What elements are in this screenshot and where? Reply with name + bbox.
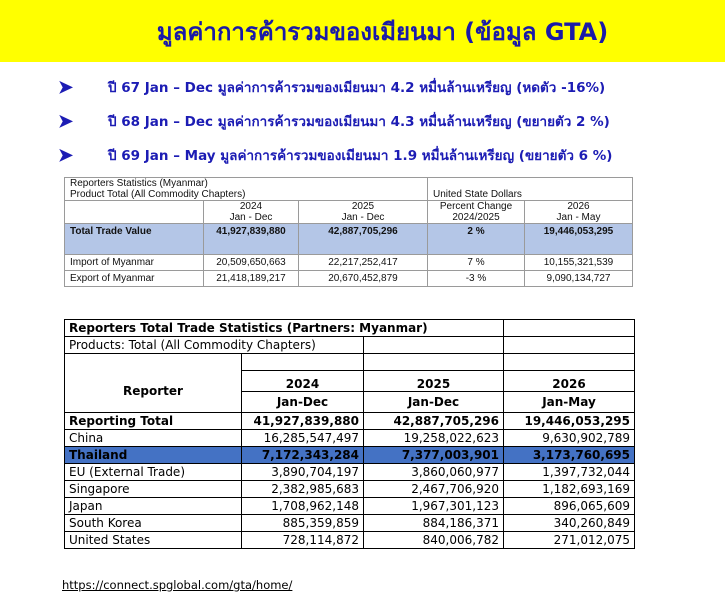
bullet-text: ปี 69 Jan – May มูลค่าการค้ารวมของเมียนมา 1.9 หมื่นล้านเหรียญ (ขยายตัว 6 %) bbox=[108, 148, 613, 164]
column-header: 2026 Jan - May bbox=[525, 201, 633, 224]
column-header: 2025 Jan - Dec bbox=[299, 201, 428, 224]
year-header: 2024 bbox=[242, 371, 364, 392]
year-header: 2025 bbox=[364, 371, 504, 392]
table-row: China 16,285,547,497 19,258,022,623 9,630,902,789 bbox=[65, 430, 635, 447]
column-header: Percent Change 2024/2025 bbox=[428, 201, 525, 224]
bullet-text: ปี 68 Jan – Dec มูลค่าการค้ารวมของเมียนมา 4.3 หมื่นล้านเหรียญ (ขยายตัว 2 %) bbox=[108, 114, 610, 130]
arrow-right-icon: ➤ bbox=[58, 76, 74, 97]
period-header: Jan-May bbox=[504, 392, 635, 413]
bullet-list bbox=[58, 70, 718, 172]
table-row: Singapore 2,382,985,683 2,467,706,920 1,182,693,169 bbox=[65, 481, 635, 498]
source-link[interactable]: https://connect.spglobal.com/gta/home/ bbox=[62, 578, 293, 592]
table1-header-line1: Reporters Statistics (Myanmar) bbox=[70, 178, 208, 189]
table-row: Reporting Total 41,927,839,880 42,887,705,296 19,446,053,295 bbox=[65, 413, 635, 430]
table-row: Export of Myanmar 21,418,189,217 20,670,452,879 -3 % 9,090,134,727 bbox=[65, 271, 633, 287]
table1-header-line2: Product Total (All Commodity Chapters) bbox=[70, 189, 246, 200]
period-header: Jan-Dec bbox=[364, 392, 504, 413]
table-row: EU (External Trade) 3,890,704,197 3,860,060,977 1,397,732,044 bbox=[65, 464, 635, 481]
arrow-right-icon: ➤ bbox=[58, 110, 74, 131]
table2-products: Products: Total (All Commodity Chapters) bbox=[65, 337, 364, 354]
arrow-right-icon: ➤ bbox=[58, 144, 74, 165]
table-row: South Korea 885,359,859 884,186,371 340,260,849 bbox=[65, 515, 635, 532]
table-row: Japan 1,708,962,148 1,967,301,123 896,065,609 bbox=[65, 498, 635, 515]
table2-title: Reporters Total Trade Statistics (Partners: Myanmar) bbox=[65, 320, 504, 337]
bullet-item bbox=[58, 138, 718, 172]
page-title: มูลค่าการค้ารวมของเมียนมา (ข้อมูล GTA) bbox=[156, 17, 609, 46]
title-banner bbox=[0, 0, 725, 62]
table-row: Total Trade Value 41,927,839,880 42,887,705,296 2 % 19,446,053,295 bbox=[65, 224, 633, 255]
table-row: Import of Myanmar 20,509,650,663 22,217,252,417 7 % 10,155,321,539 bbox=[65, 255, 633, 271]
column-header: 2024 Jan - Dec bbox=[204, 201, 299, 224]
bullet-item bbox=[58, 70, 718, 104]
bullet-text: ปี 67 Jan – Dec มูลค่าการค้ารวมของเมียนมา 4.2 หมื่นล้านเหรียญ (หดตัว -16%) bbox=[108, 80, 606, 96]
table-row-highlighted: Thailand 7,172,343,284 7,377,003,901 3,173,760,695 bbox=[65, 447, 635, 464]
reporter-header: Reporter bbox=[65, 371, 242, 413]
period-header: Jan-Dec bbox=[242, 392, 364, 413]
myanmar-summary-table bbox=[64, 177, 633, 287]
year-header: 2026 bbox=[504, 371, 635, 392]
currency-label: United State Dollars bbox=[433, 189, 522, 200]
reporters-trade-table bbox=[64, 319, 635, 549]
table-row: United States 728,114,872 840,006,782 271,012,075 bbox=[65, 532, 635, 549]
bullet-item bbox=[58, 104, 718, 138]
